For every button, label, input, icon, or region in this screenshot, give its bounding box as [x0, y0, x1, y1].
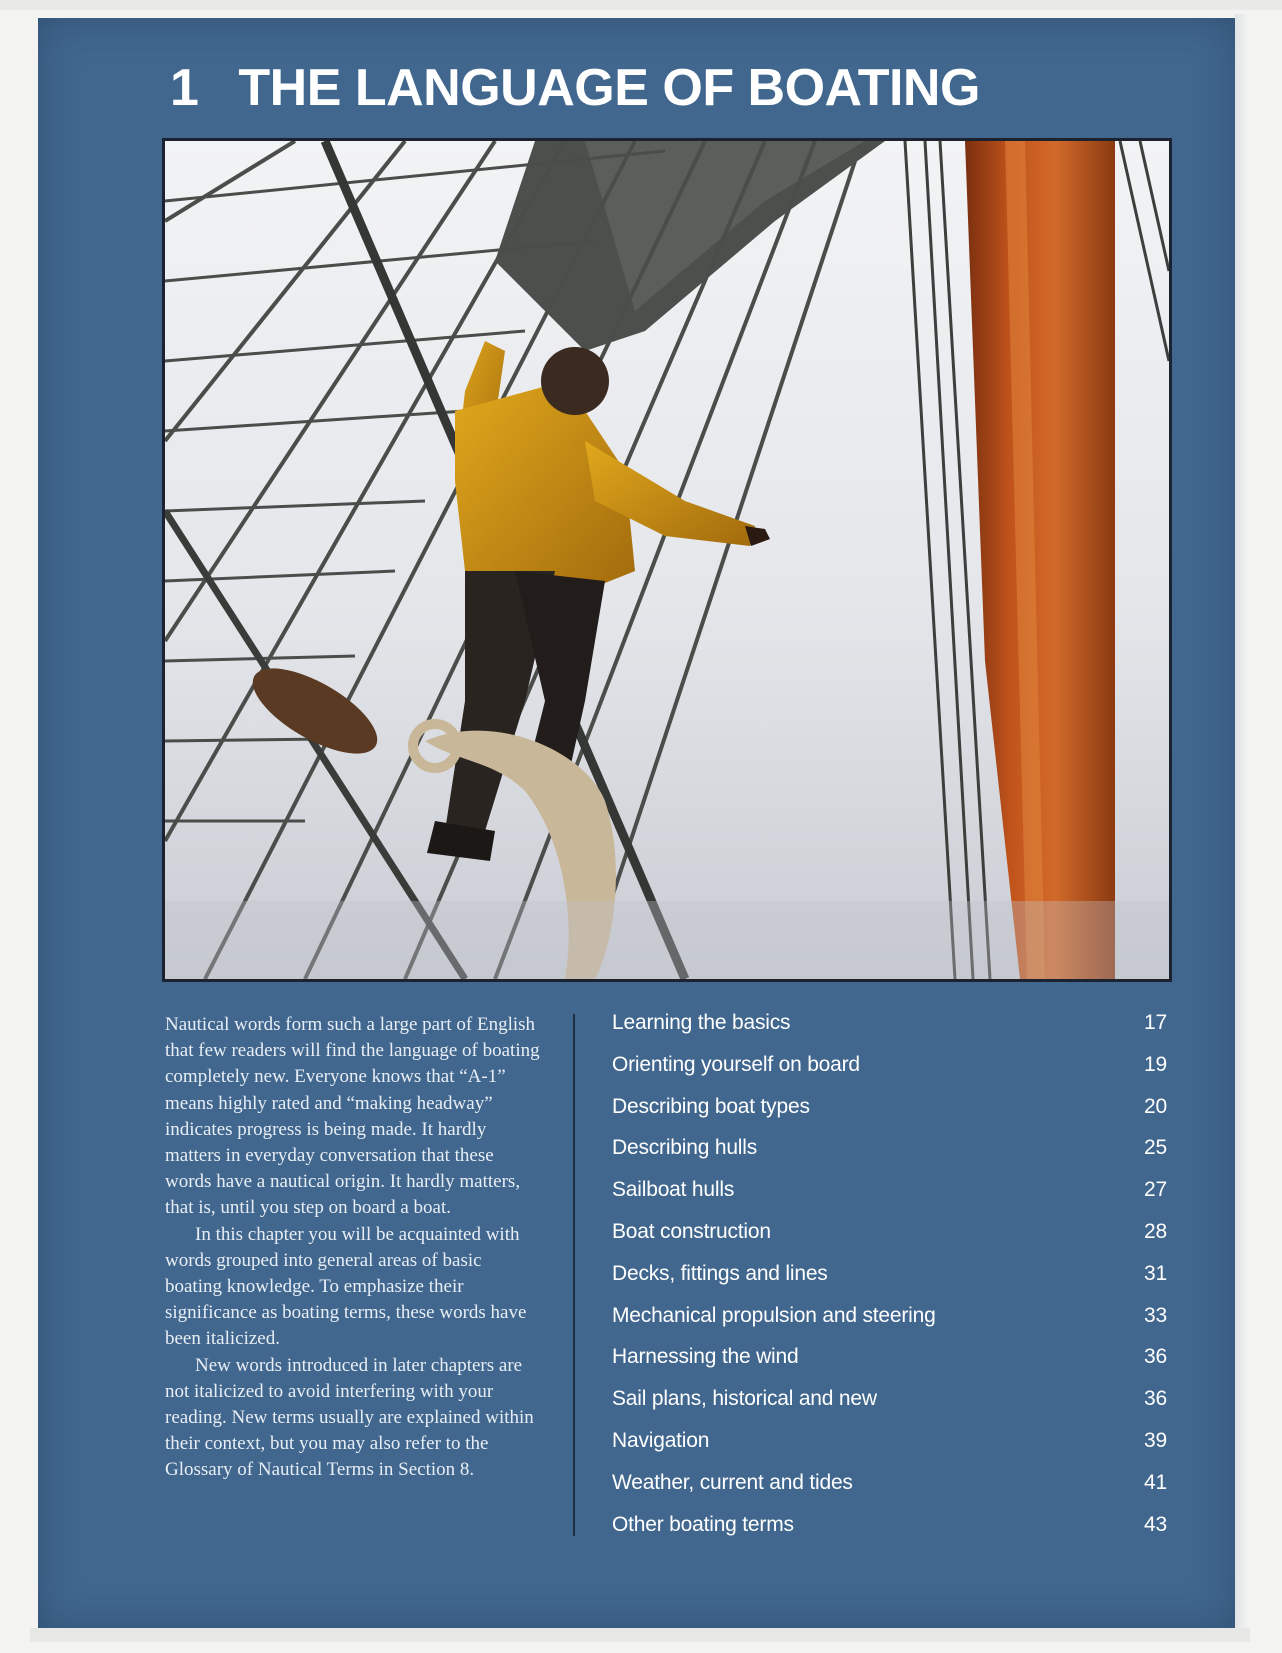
- chapter-contents-list: [612, 1011, 1167, 1554]
- chapter-intro-text: [165, 1012, 540, 1484]
- toc-entry-label: Harnessing the wind: [612, 1345, 799, 1369]
- toc-entry-label: Navigation: [612, 1428, 710, 1452]
- intro-paragraph: In this chapter you will be acquainted with words grouped into general areas of basic boating knowledge. To emphasize their significance as boating terms, these words have been italicized.: [165, 1223, 527, 1350]
- toc-entry-page: 17: [1144, 1011, 1167, 1034]
- toc-entry-page: 27: [1144, 1178, 1167, 1202]
- toc-entry[interactable]: [612, 1053, 1167, 1095]
- toc-entry[interactable]: [612, 1304, 1167, 1346]
- toc-entry[interactable]: [612, 1471, 1167, 1513]
- toc-entry-page: 36: [1144, 1345, 1167, 1369]
- toc-entry[interactable]: [612, 1387, 1167, 1429]
- chapter-number: 1: [170, 59, 199, 117]
- toc-entry[interactable]: [612, 1136, 1167, 1178]
- toc-entry[interactable]: [612, 1513, 1167, 1555]
- toc-entry-page: 43: [1144, 1512, 1167, 1536]
- toc-entry-label: Other boating terms: [612, 1512, 794, 1536]
- toc-entry-label: Learning the basics: [612, 1011, 791, 1034]
- toc-entry[interactable]: [612, 1095, 1167, 1137]
- scan-border-top: [0, 0, 1282, 10]
- photo-sailor-climbing-ship-rigging: [165, 141, 1169, 979]
- toc-entry-page: 19: [1144, 1052, 1167, 1076]
- toc-entry-page: 36: [1144, 1387, 1167, 1411]
- chapter-title: THE LANGUAGE OF BOATING: [238, 59, 980, 117]
- toc-entry-label: Mechanical propulsion and steering: [612, 1303, 936, 1327]
- toc-entry-label: Weather, current and tides: [612, 1470, 853, 1494]
- toc-entry[interactable]: [612, 1011, 1167, 1053]
- toc-entry-label: Decks, fittings and lines: [612, 1261, 828, 1285]
- toc-entry-page: 28: [1144, 1219, 1167, 1243]
- toc-entry[interactable]: [612, 1262, 1167, 1304]
- toc-entry-page: 41: [1144, 1470, 1167, 1494]
- toc-entry[interactable]: [612, 1345, 1167, 1387]
- page-edge-bottom: [30, 1628, 1250, 1642]
- toc-entry-page: 31: [1144, 1261, 1167, 1285]
- chapter-photo: [162, 138, 1172, 982]
- toc-entry-page: 33: [1144, 1303, 1167, 1327]
- toc-entry-label: Sail plans, historical and new: [612, 1387, 877, 1411]
- toc-entry[interactable]: [612, 1220, 1167, 1262]
- toc-entry-page: 39: [1144, 1428, 1167, 1452]
- intro-paragraph: Nautical words form such a large part of English that few readers will find the language of boating completely new. Everyone knows that “A-1” means highly rated and “making headway” indicates progress is being made. It hardly matters in everyday conversation that these words have a nautical origin. It hardly matters, that is, until you step on board a boat.: [165, 1014, 540, 1219]
- toc-entry-label: Describing boat types: [612, 1094, 810, 1118]
- page-edge-right: [1235, 14, 1249, 1634]
- intro-paragraph: New words introduced in later chapters are not italicized to avoid interfering with your reading. New terms usually are explained within their context, but you may also refer to the Glossary of Nautical Terms in Section 8.: [165, 1354, 534, 1481]
- column-divider: [573, 1014, 575, 1536]
- toc-entry-page: 20: [1144, 1094, 1167, 1118]
- toc-entry-label: Sailboat hulls: [612, 1178, 735, 1202]
- toc-entry[interactable]: [612, 1178, 1167, 1220]
- toc-entry[interactable]: [612, 1429, 1167, 1471]
- toc-entry-page: 25: [1144, 1136, 1167, 1160]
- toc-entry-label: Describing hulls: [612, 1136, 758, 1160]
- toc-entry-label: Boat construction: [612, 1219, 771, 1243]
- toc-entry-label: Orienting yourself on board: [612, 1052, 860, 1076]
- chapter-heading: [170, 58, 980, 118]
